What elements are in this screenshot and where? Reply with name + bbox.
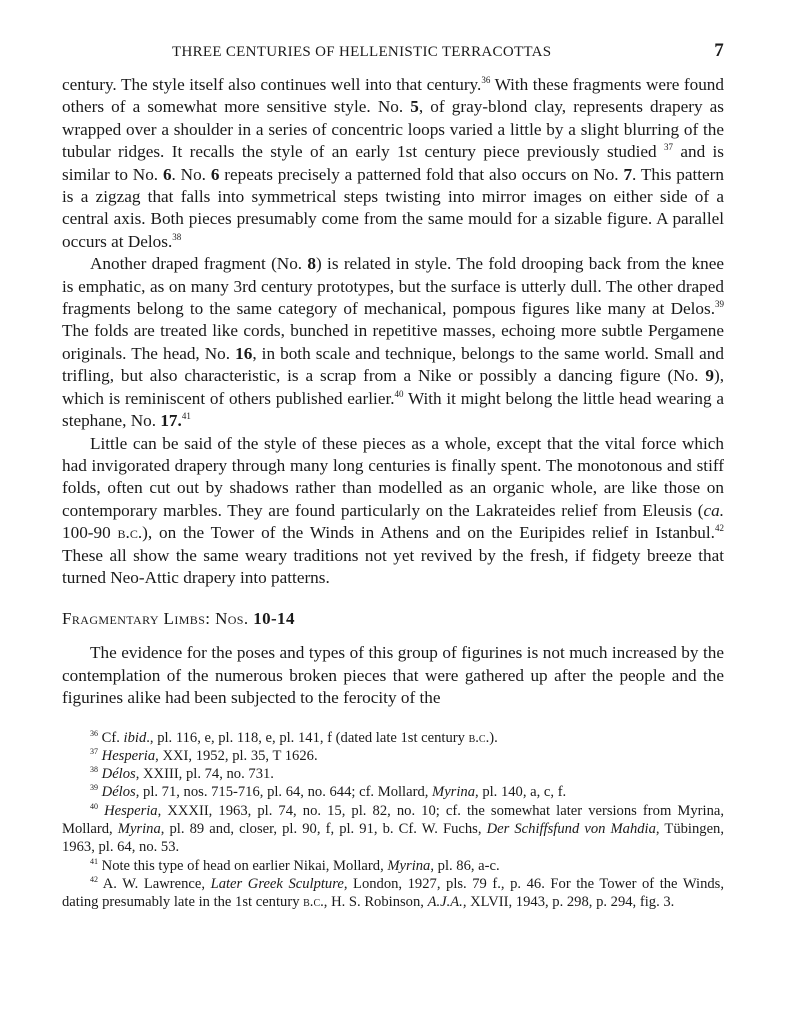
body-text bbox=[62, 74, 724, 589]
running-title: THREE CENTURIES OF HELLENISTIC TERRACOTTAS bbox=[172, 44, 552, 60]
section-heading: Fragmentary Limbs: Nos. 10-14 bbox=[62, 609, 295, 629]
paragraph-3: Little can be said of the style of these pieces as a whole, except that the vital force which had invigorated drapery through many long centuries is finally spent. The monotonous and stiff folds, often cut out by shadows rather than modelled as an organic whole, are like those on contemporary marbles. They are found particularly on the Lakrateides relief from Eleusis (ca. 100-90 b.c.), on the Tower of the Winds in Athens and on the Euripides relief in Istanbul.$^{42}$ These all show the same weary traditions not yet revived by the fresh, if fidgety breeze that turned Neo-Attic drapery into patterns. bbox=[62, 433, 724, 587]
item-ref-5: 5 bbox=[410, 97, 419, 117]
footnote-42: $^{42}$ A. W. Lawrence, Later Greek Sculpture, London, 1927, pls. 79 f., p. 46. For the Tower of the Winds, dating presumably late in the 1st century b.c., H. S. Robinson, A.J.A., XLVII, 1943, p. 298, p. 294, fig. 3. bbox=[62, 874, 724, 911]
page-number: 7 bbox=[714, 40, 724, 61]
footnote-ref-42[interactable]: 42 bbox=[714, 523, 724, 534]
footnote-39: $^{39}$ Délos, pl. 71, nos. 715-716, pl. 64, no. 644; cf. Mollard, Myrina, pl. 140, a, c, f. bbox=[90, 783, 567, 801]
footnote-ref-41[interactable]: 41 bbox=[181, 411, 191, 422]
paragraph-4: The evidence for the poses and types of this group of figurines is not much increased by the contemplation of the numerous broken pieces that were gathered up after the people and the figurines alike had been subjected to the ferocity of the bbox=[62, 643, 724, 708]
footnote-37: $^{37}$ Hesperia, XXI, 1952, pl. 35, T 1626. bbox=[90, 746, 318, 764]
footnote-38: $^{38}$ Délos, XXIII, pl. 74, no. 731. bbox=[90, 765, 274, 783]
item-ref-6: 6 bbox=[162, 164, 172, 184]
item-ref-8: 8 bbox=[307, 254, 316, 274]
footnote-ref-40[interactable]: 40 bbox=[394, 388, 404, 399]
running-head bbox=[62, 40, 724, 66]
paragraph-2: Another draped fragment (No. 8) is related in style. The fold drooping back from the knee is emphatic, as on many 3rd century prototypes, but the surface is utterly dull. The other draped fragments belong to the same category of mechanical, pompous figures like many at Delos.$^{39}$ The folds are treated like cords, bunched in repetitive masses, echoing more subtle Pergamene originals. The head, No. 16, in both scale and technique, belongs to the same world. Small and trifling, but also characteristic, is a scrap from a Nike or possibly a dancing figure (No. 9), which is reminiscent of others published earlier.$^{40}$ With it might belong the little head wearing a stephane, No. 17.41 bbox=[62, 254, 724, 431]
footnote-ref-39[interactable]: 39 bbox=[715, 299, 724, 310]
page bbox=[62, 40, 724, 912]
item-ref-7: 7 bbox=[623, 164, 633, 184]
section-body bbox=[62, 642, 724, 709]
footnotes bbox=[62, 729, 724, 912]
footnote-41: $^{41}$ Note this type of head on earlier Nikai, Mollard, Myrina, pl. 86, a-c. bbox=[90, 856, 500, 874]
footnote-ref-37[interactable]: 37 bbox=[663, 142, 673, 153]
footnote-36: $^{36}$ Cf. ibid., pl. 116, e, pl. 118, e, pl. 141, f (dated late 1st century b.c.). bbox=[90, 728, 498, 746]
footnote-ref-36[interactable]: 36 bbox=[481, 75, 491, 85]
footnote-40: $^{40}$ Hesperia, XXXII, 1963, pl. 74, no. 15, pl. 82, no. 10; cf. the somewhat later versions from Myrina, Mollard, Myrina, pl. 89 and, closer, pl. 90, f, pl. 91, b. Cf. W. Fuchs, Der Schiffsfund von Mahdia, Tübingen, 1963, pl. 64, no. 53. bbox=[62, 801, 724, 856]
item-ref-16: 16 bbox=[235, 343, 253, 363]
item-ref-17: 17. bbox=[160, 411, 182, 431]
footnote-ref-38[interactable]: 38 bbox=[172, 231, 182, 242]
item-ref-9: 9 bbox=[705, 366, 714, 386]
item-ref-6: 6 bbox=[210, 164, 220, 184]
paragraph-1: century. The style itself also continues well into that century.$^{36}$ With these fragments were found others of a somewhat more sensitive style. No. 5, of gray-blond clay, represents drapery as wrapped over a shoulder in a series of concentric loops varied a little by a slight blurring of the tubular ridges. It recalls the style of an early 1st century piece previously studied $^{37}$ and is similar to No. 6. No. 6 repeats precisely a patterned fold that also occurs on No. 7. This pattern is a zigzag that falls into symmetrical steps twisting into mirror images on either side of a central axis. Both pieces presumably come from the same mould for a sizable figure. A parallel occurs at Delos.$^{38}$ bbox=[62, 75, 724, 251]
